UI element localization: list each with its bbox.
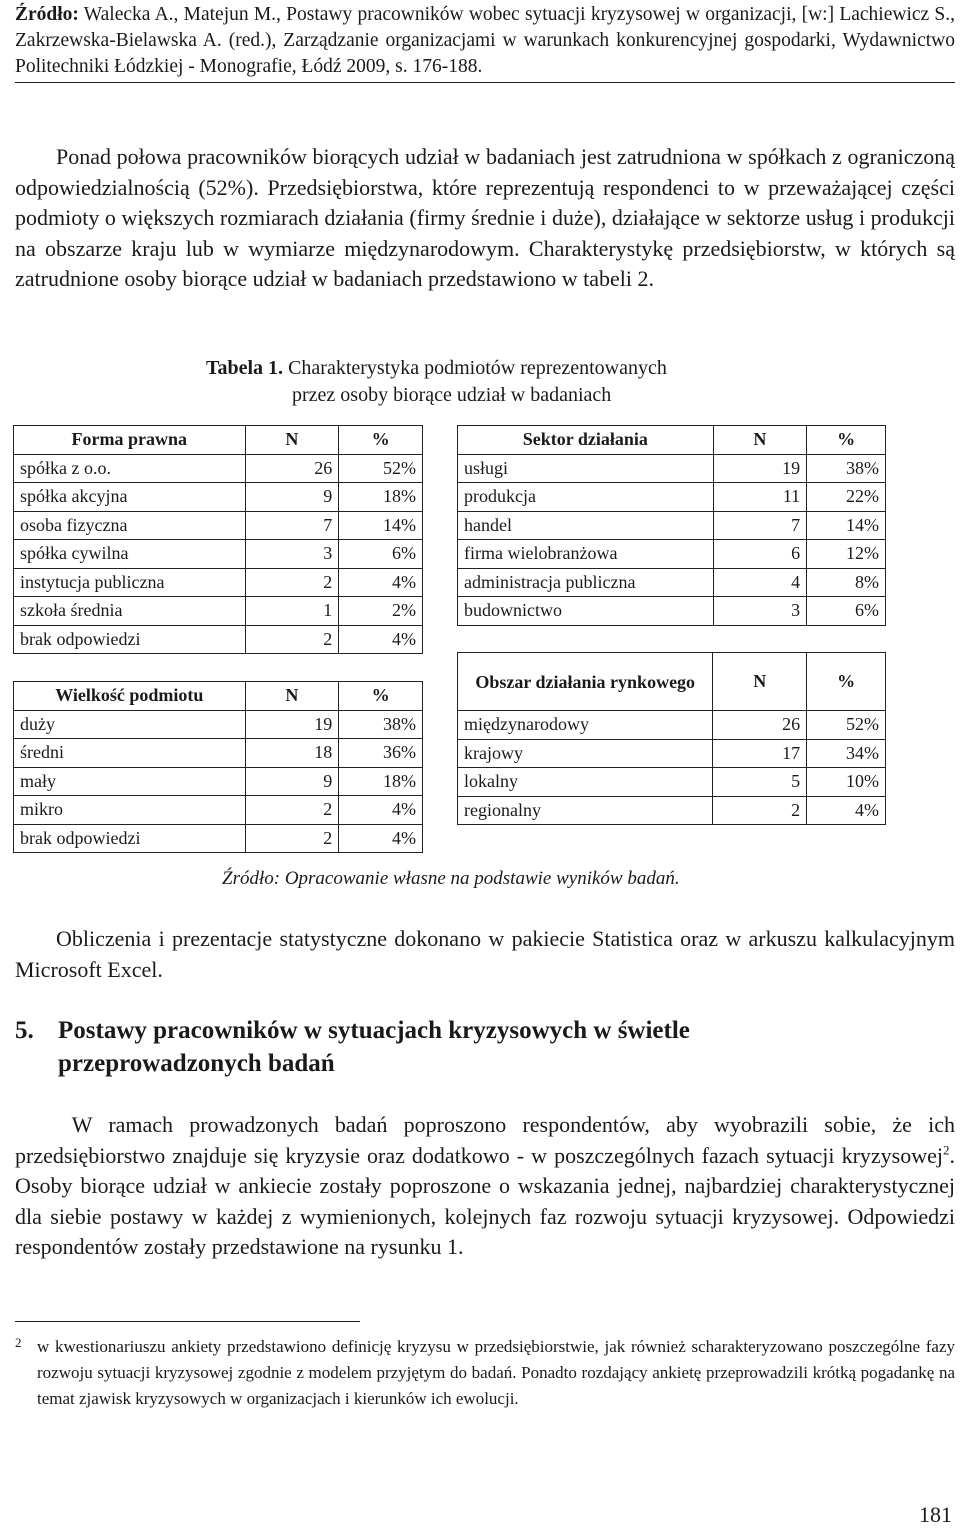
table-cell: 22%: [807, 483, 886, 512]
table-cell: 4%: [339, 796, 423, 825]
table-cell: lokalny: [458, 768, 713, 797]
source-citation: [15, 2, 955, 83]
table-header-cell: Wielkość podmiotu: [14, 682, 246, 711]
table-header-cell: Sektor działania: [458, 426, 714, 455]
table-cell: 2: [245, 796, 339, 825]
table-cell: 7: [245, 511, 339, 540]
table-cell: spółka cywilna: [14, 540, 246, 569]
table-header-row: [458, 653, 886, 711]
table-cell: 18%: [339, 483, 423, 512]
table-row: [14, 540, 423, 569]
table-cell: 4%: [339, 568, 423, 597]
table-row: [458, 511, 886, 540]
table-cell: 19: [713, 454, 807, 483]
table-cell: średni: [14, 739, 246, 768]
section-title-line1: Postawy pracowników w sytuacjach kryzysowych w świetle: [58, 1017, 690, 1044]
table-cell: 14%: [807, 511, 886, 540]
table-cell: 17: [713, 739, 807, 768]
paragraph-text-part1: W ramach prowadzonych badań poproszono respondentów, aby wyobrazili sobie, że ich przedsiębiorstwo znajduje się kryzysie oraz dodatkowo - w poszczególnych fazach sytuacji kryzysowej: [15, 1112, 955, 1168]
table-header-row: [14, 682, 423, 711]
table-row: [458, 739, 886, 768]
table-cell: 2%: [339, 597, 423, 626]
table-cell: szkoła średnia: [14, 597, 246, 626]
table-sector: [457, 425, 886, 626]
table-cell: produkcja: [458, 483, 714, 512]
table-cell: 4%: [339, 625, 423, 654]
table-row: [14, 796, 423, 825]
table-cell: 26: [245, 454, 339, 483]
table-caption: [206, 355, 786, 409]
paragraph-text-part2: . Osoby biorące udział w ankiecie zostały poproszone o wskazania jednej, najbardziej charakterystycznej dla siebie postawy w każdej z wymienionych, kolejnych faz rozwoju sytuacji kryzysowej. Odpowiedzi respondentów zostały przedstawione na rysunku 1.: [15, 1142, 955, 1259]
table-cell: 5: [713, 768, 807, 797]
table-header-cell: N: [245, 682, 339, 711]
table-cell: 18%: [339, 767, 423, 796]
table-cell: osoba fizyczna: [14, 511, 246, 540]
table-row: [14, 625, 423, 654]
table-row: [458, 796, 886, 825]
paragraph-statistics: Obliczenia i prezentacje statystyczne dokonano w pakiecie Statistica oraz w arkuszu kalkulacyjnym Microsoft Excel.: [15, 926, 955, 982]
table-header-cell: %: [339, 426, 423, 455]
table-cell: 4%: [807, 796, 886, 825]
table-cell: 18: [245, 739, 339, 768]
table-cell: administracja publiczna: [458, 568, 714, 597]
table-cell: mikro: [14, 796, 246, 825]
table-cell: krajowy: [458, 739, 713, 768]
source-text: Walecka A., Matejun M., Postawy pracowników wobec sytuacji kryzysowej w organizacji, [w:] Lachiewicz S., Zakrzewska-Bielawska A. (red.), Zarządzanie organizacjami w warunkach konkurencyjnej gospodarki, Wydawnictwo Politechniki Łódzkiej - Monografie, Łódź 2009, s. 176-188.: [15, 4, 955, 77]
table-cell: 1: [245, 597, 339, 626]
footnote-text: w kwestionariuszu ankiety przedstawiono definicję kryzysu w przedsiębiorstwie, jak również scharakteryzowano poszczególne fazy rozwoju sytuacji kryzysowej zgodnie z modelem przyjętym do badań. Ponadto rozdający ankietę przeprowadzili krótką pogadankę na temat zjawisk kryzysowych w organizacjach i kierunków ich ewolucji.: [37, 1337, 955, 1408]
table-header-cell: N: [245, 426, 339, 455]
table-cell: instytucja publiczna: [14, 568, 246, 597]
table-header-row: [458, 426, 886, 455]
table-row: [458, 768, 886, 797]
table-caption-label: Tabela 1.: [206, 357, 284, 379]
table-cell: 3: [245, 540, 339, 569]
table-row: [458, 540, 886, 569]
table-cell: duży: [14, 710, 246, 739]
table-row: [14, 739, 423, 768]
table-row: [458, 568, 886, 597]
table-cell: 52%: [807, 711, 886, 740]
table-cell: 12%: [807, 540, 886, 569]
table-cell: 6%: [807, 597, 886, 626]
table-cell: spółka z o.o.: [14, 454, 246, 483]
page-number: 181: [919, 1502, 952, 1527]
footnote-divider: [15, 1321, 360, 1322]
table-header-cell: N: [713, 653, 807, 711]
table-cell: 19: [245, 710, 339, 739]
table-cell: handel: [458, 511, 714, 540]
footnote: [15, 1334, 955, 1412]
table-cell: 9: [245, 767, 339, 796]
table-cell: 6%: [339, 540, 423, 569]
table-header-cell: %: [807, 426, 886, 455]
table-cell: 2: [245, 625, 339, 654]
footnote-mark: 2: [15, 1335, 22, 1350]
table-cell: 2: [245, 824, 339, 853]
table-cell: brak odpowiedzi: [14, 625, 246, 654]
table-cell: 8%: [807, 568, 886, 597]
table-cell: 3: [713, 597, 807, 626]
table-cell: 38%: [807, 454, 886, 483]
table-cell: 10%: [807, 768, 886, 797]
table-header-cell: N: [713, 426, 807, 455]
table-row: [14, 824, 423, 853]
table-cell: 26: [713, 711, 807, 740]
table-cell: 2: [713, 796, 807, 825]
table-cell: 6: [713, 540, 807, 569]
table-cell: 2: [245, 568, 339, 597]
table-row: [14, 767, 423, 796]
table-cell: budownictwo: [458, 597, 714, 626]
table-cell: 34%: [807, 739, 886, 768]
table-cell: 11: [713, 483, 807, 512]
table-cell: 9: [245, 483, 339, 512]
table-cell: 14%: [339, 511, 423, 540]
table-row: [458, 711, 886, 740]
table-row: [14, 710, 423, 739]
table-legal-form: [13, 425, 423, 654]
table-cell: 36%: [339, 739, 423, 768]
source-label: Źródło:: [15, 4, 79, 25]
table-cell: spółka akcyjna: [14, 483, 246, 512]
table-header-cell: %: [339, 682, 423, 711]
table-row: [14, 511, 423, 540]
table-row: [458, 454, 886, 483]
table-size: [13, 681, 423, 853]
table-cell: 7: [713, 511, 807, 540]
table-caption-line2: przez osoby biorące udział w badaniach: [292, 384, 612, 406]
table-cell: międzynarodowy: [458, 711, 713, 740]
table-cell: 38%: [339, 710, 423, 739]
table-market-area: [457, 652, 886, 825]
section-title-line2: przeprowadzonych badań: [58, 1050, 335, 1077]
table-header-cell: Obszar działania rynkowego: [458, 653, 713, 711]
table-source: Źródło: Opracowanie własne na podstawie wyników badań.: [222, 868, 680, 889]
table-row: [14, 568, 423, 597]
table-cell: 52%: [339, 454, 423, 483]
paragraph-companies: Ponad połowa pracowników biorących udział w badaniach jest zatrudniona w spółkach z ograniczoną odpowiedzialnością (52%). Przedsiębiorstwa, które reprezentują respondenci to w przeważającej części podmioty o większych rozmiarach działania (firmy średnie i duże), działające w sektorze usług i produkcji na obszarze kraju lub w wymiarze międzynarodowym. Charakterystykę przedsiębiorstw, w których są zatrudnione osoby biorące udział w badaniach przedstawiono w tabeli 2.: [15, 144, 955, 291]
table-cell: brak odpowiedzi: [14, 824, 246, 853]
section-number: 5.: [15, 1017, 34, 1044]
table-cell: usługi: [458, 454, 714, 483]
table-caption-line1: Charakterystyka podmiotów reprezentowanych: [283, 357, 667, 379]
section-heading: [15, 1014, 690, 1080]
table-header-cell: Forma prawna: [14, 426, 246, 455]
table-header-row: [14, 426, 423, 455]
paragraph-crisis-survey: [15, 1110, 955, 1263]
footnote-reference[interactable]: 2: [943, 1142, 950, 1158]
table-row: [458, 597, 886, 626]
table-cell: mały: [14, 767, 246, 796]
table-cell: 4: [713, 568, 807, 597]
table-row: [14, 454, 423, 483]
table-cell: 4%: [339, 824, 423, 853]
table-row: [458, 483, 886, 512]
table-cell: firma wielobranżowa: [458, 540, 714, 569]
table-row: [14, 597, 423, 626]
table-header-cell: %: [807, 653, 886, 711]
table-row: [14, 483, 423, 512]
table-cell: regionalny: [458, 796, 713, 825]
